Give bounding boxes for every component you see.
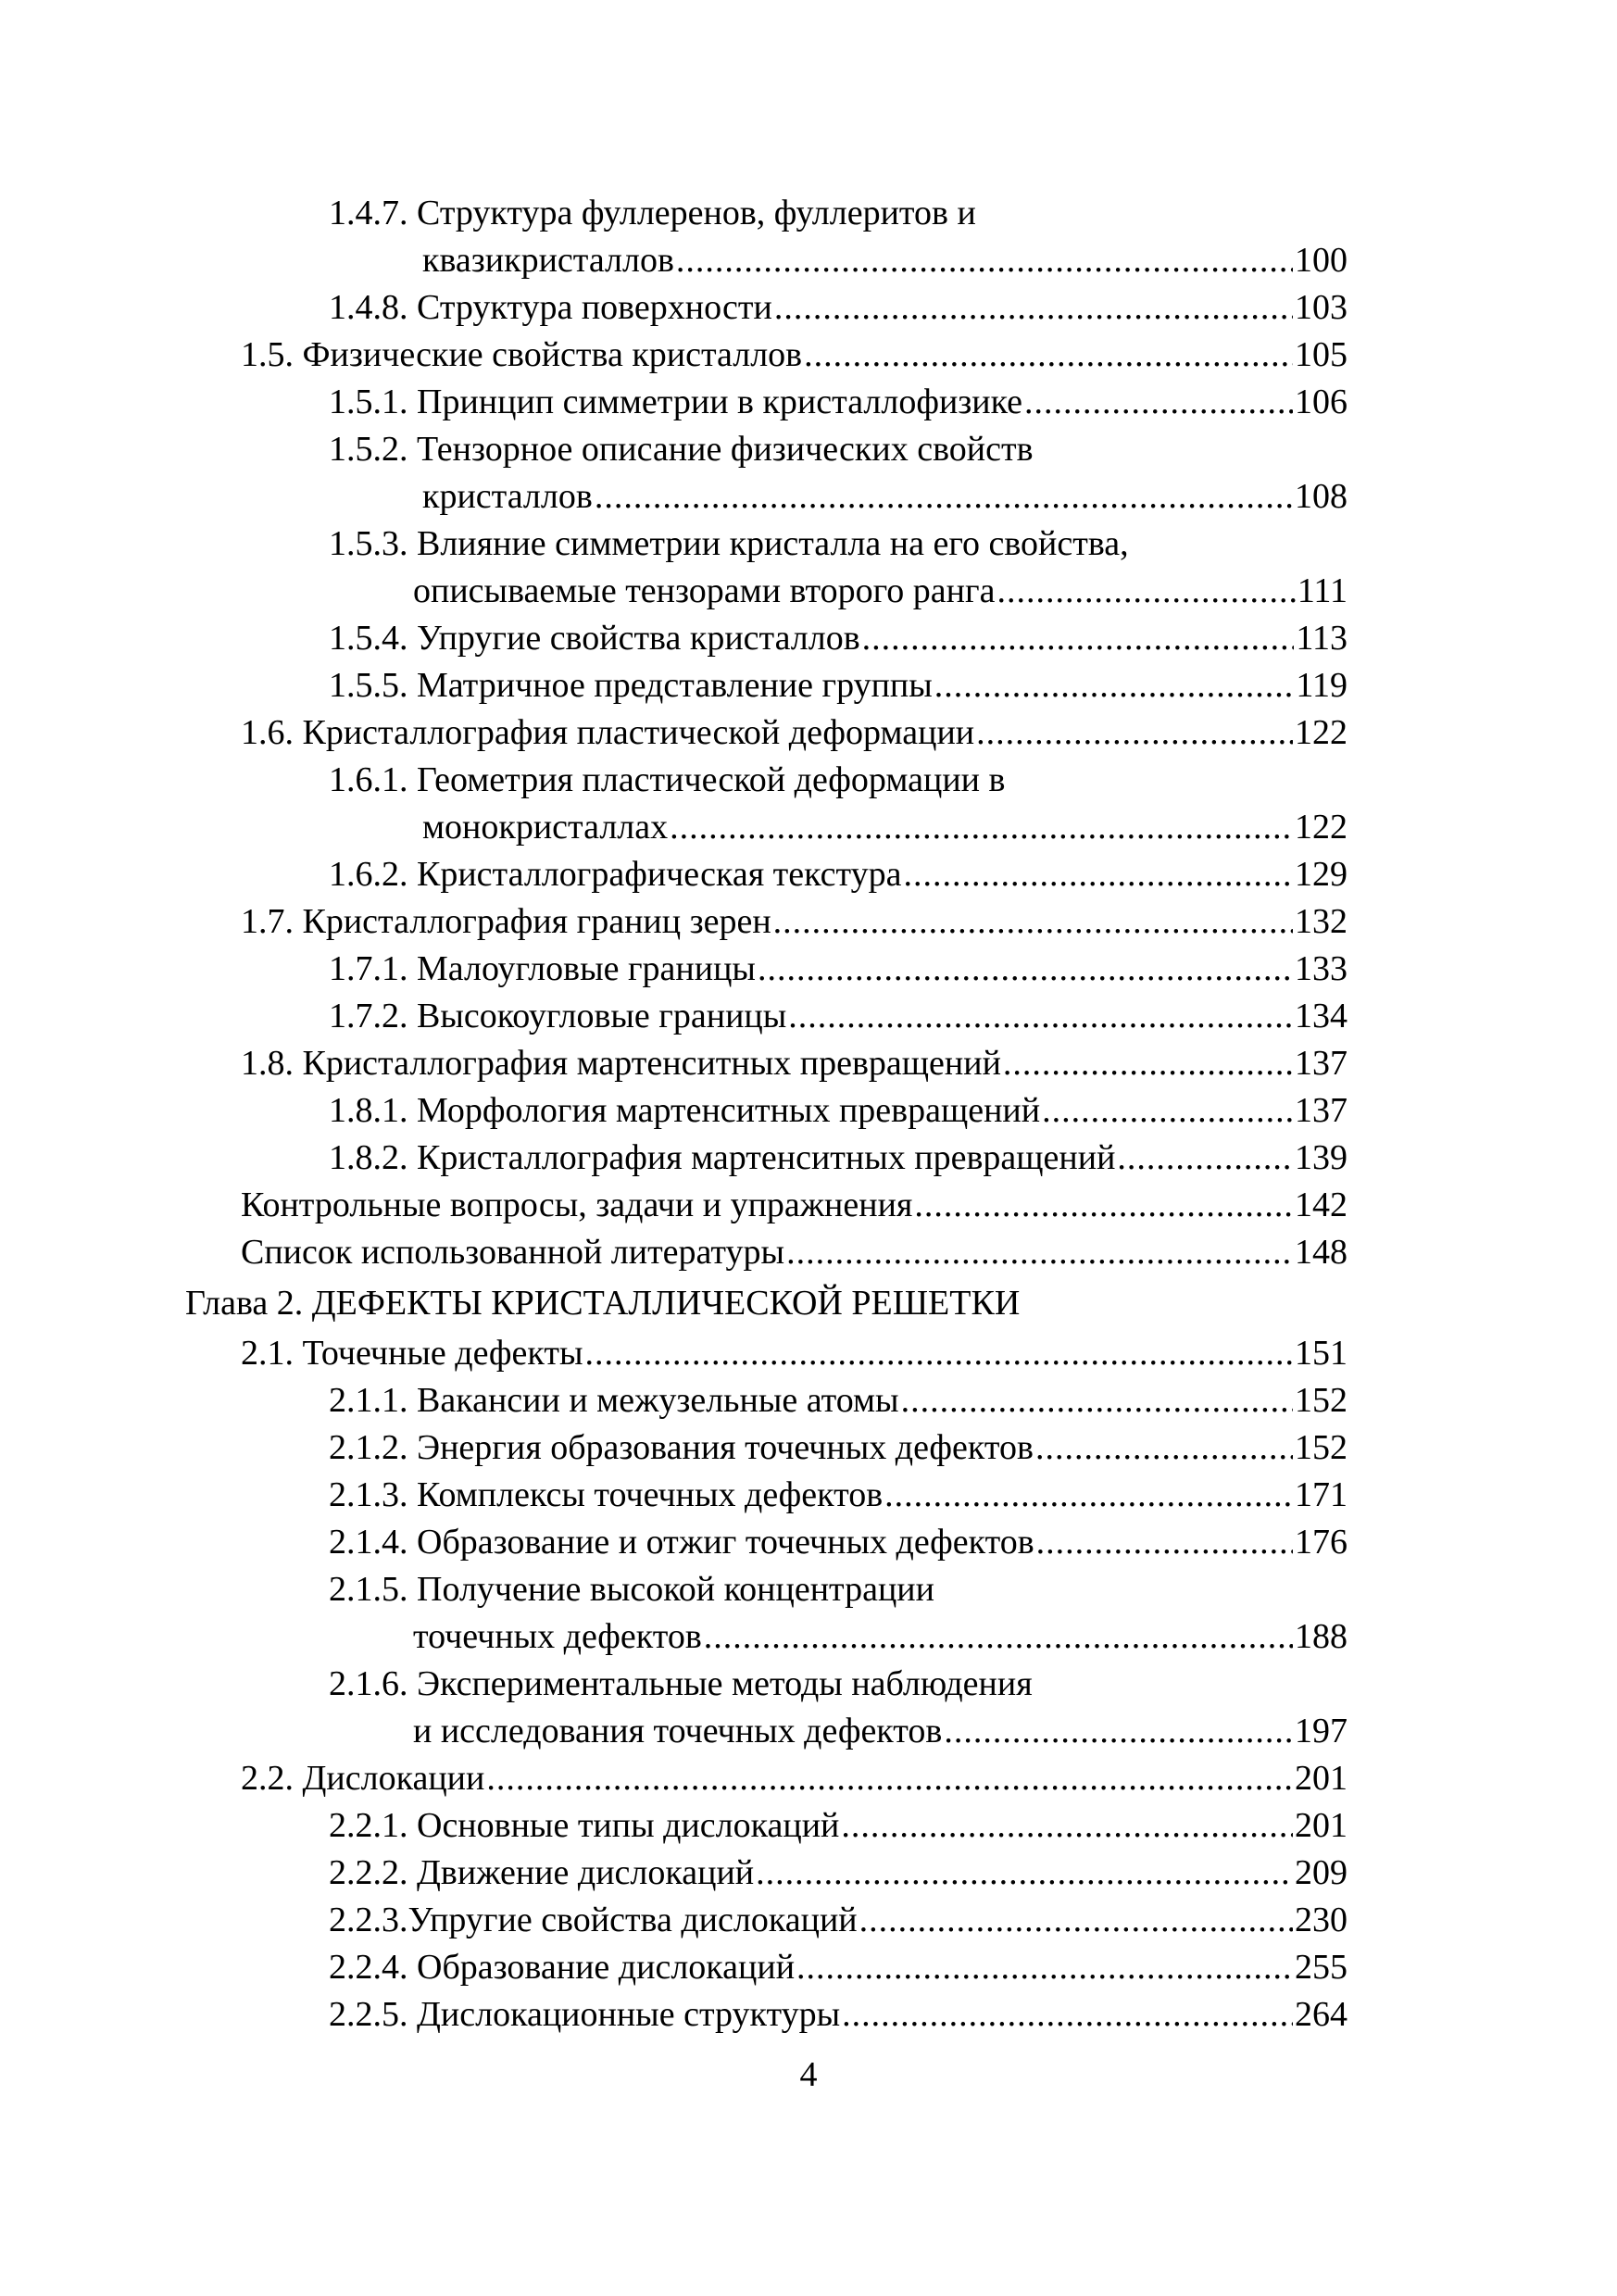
- toc-entry-label: точечных дефектов: [413, 1613, 704, 1661]
- table-of-contents: [185, 190, 1348, 2039]
- toc-entry: [185, 757, 1348, 804]
- toc-entry: [185, 237, 1348, 284]
- toc-entry-label: 1.8.1. Морфология мартенситных превращений: [329, 1087, 1042, 1135]
- dot-leader: [944, 1708, 1293, 1755]
- toc-entry-label: 1.8.2. Кристаллография мартенситных превращений: [329, 1135, 1117, 1182]
- dot-leader: [841, 1802, 1293, 1850]
- dot-leader: [670, 804, 1293, 851]
- toc-entry-page: 151: [1295, 1334, 1348, 1373]
- dot-leader: [934, 662, 1295, 709]
- toc-entry: [185, 1566, 1348, 1613]
- dot-leader: [486, 1755, 1293, 1802]
- toc-entry: [185, 1519, 1348, 1566]
- toc-entry-label: 1.5.4. Упругие свойства кристаллов: [329, 615, 862, 662]
- toc-entry-label: кристаллов: [422, 473, 595, 521]
- toc-entry-label: 2.2. Дислокации: [241, 1755, 486, 1802]
- dot-leader: [704, 1613, 1293, 1661]
- dot-leader: [788, 993, 1293, 1040]
- toc-entry-page: 106: [1295, 383, 1348, 421]
- toc-entry: [185, 662, 1348, 709]
- toc-entry-label: 1.6.2. Кристаллографическая текстура: [329, 851, 904, 898]
- dot-leader: [1024, 379, 1293, 426]
- toc-entry: [185, 332, 1348, 379]
- toc-entry: [185, 1182, 1348, 1229]
- toc-entry-label: 1.7.1. Малоугловые границы: [329, 946, 758, 993]
- toc-entry: [185, 1087, 1348, 1135]
- dot-leader: [756, 1850, 1293, 1897]
- toc-entry: [185, 473, 1348, 521]
- toc-entry-page: 122: [1295, 713, 1348, 752]
- toc-entry-label: 2.1.3. Комплексы точечных дефектов: [329, 1472, 884, 1519]
- dot-leader: [595, 473, 1293, 521]
- toc-entry: [185, 1229, 1348, 1276]
- dot-leader: [804, 332, 1293, 379]
- toc-entry: [185, 284, 1348, 332]
- toc-entry-label: 2.2.2. Движение дислокаций: [329, 1850, 756, 1897]
- dot-leader: [976, 709, 1293, 757]
- toc-entry-page: 105: [1295, 335, 1348, 374]
- toc-entry: [185, 898, 1348, 946]
- toc-entry-label: 2.2.3.Упругие свойства дислокаций: [329, 1897, 859, 1944]
- dot-leader: [914, 1182, 1293, 1229]
- toc-entry: [185, 1850, 1348, 1897]
- toc-entry-page: 148: [1295, 1233, 1348, 1272]
- toc-entry-label: 1.6. Кристаллография пластической деформации: [241, 709, 976, 757]
- toc-entry-page: 209: [1295, 1853, 1348, 1892]
- dot-leader: [774, 284, 1293, 332]
- toc-entry-page: 230: [1295, 1901, 1348, 1939]
- toc-entry: [185, 521, 1348, 568]
- toc-entry-label: квазикристаллов: [422, 237, 676, 284]
- toc-entry-label: описываемые тензорами второго ранга: [413, 568, 997, 615]
- dot-leader: [904, 851, 1293, 898]
- toc-entry-page: 134: [1295, 997, 1348, 1035]
- toc-entry-page: 132: [1295, 902, 1348, 941]
- toc-entry-page: 201: [1295, 1806, 1348, 1845]
- dot-leader: [1036, 1519, 1293, 1566]
- dot-leader: [796, 1944, 1293, 1991]
- toc-entry: [185, 615, 1348, 662]
- dot-leader: [1042, 1087, 1293, 1135]
- toc-entry-label: 2.2.4. Образование дислокаций: [329, 1944, 796, 1991]
- toc-entry-label: 2.1. Точечные дефекты: [241, 1330, 585, 1377]
- toc-entry-page: 111: [1297, 571, 1348, 610]
- toc-entry: [185, 1040, 1348, 1087]
- dot-leader: [773, 898, 1293, 946]
- toc-entry-label: 2.1.6. Экспериментальные методы наблюдения: [329, 1664, 1033, 1703]
- toc-entry-label: 1.4.8. Структура поверхности: [329, 284, 774, 332]
- toc-entry-label: 2.1.2. Энергия образования точечных дефектов: [329, 1424, 1035, 1472]
- toc-entry-page: 119: [1296, 666, 1348, 705]
- toc-entry-page: 264: [1295, 1995, 1348, 2034]
- toc-entry-label: 1.6.1. Геометрия пластической деформации в: [329, 760, 1006, 799]
- toc-entry-page: 152: [1295, 1381, 1348, 1420]
- toc-entry: [185, 568, 1348, 615]
- toc-entry: [185, 426, 1348, 473]
- toc-entry-page: 188: [1295, 1617, 1348, 1656]
- toc-entry: [185, 993, 1348, 1040]
- toc-entry-label: Список использованной литературы: [241, 1229, 786, 1276]
- toc-entry-label: 1.5.1. Принцип симметрии в кристаллофизике: [329, 379, 1024, 426]
- toc-entry-label: 2.1.4. Образование и отжиг точечных дефектов: [329, 1519, 1036, 1566]
- toc-entry-page: 171: [1295, 1475, 1348, 1514]
- toc-chapter-label: Глава 2. ДЕФЕКТЫ КРИСТАЛЛИЧЕСКОЙ РЕШЕТКИ: [185, 1284, 1021, 1323]
- dot-leader: [585, 1330, 1294, 1377]
- dot-leader: [859, 1897, 1293, 1944]
- toc-entry-label: 1.7.2. Высокоугловые границы: [329, 993, 788, 1040]
- dot-leader: [758, 946, 1293, 993]
- toc-entry: [185, 1897, 1348, 1944]
- toc-entry-label: Контрольные вопросы, задачи и упражнения: [241, 1182, 914, 1229]
- toc-entry-label: монокристаллах: [422, 804, 670, 851]
- toc-entry-page: 137: [1295, 1091, 1348, 1130]
- toc-entry: [185, 1472, 1348, 1519]
- dot-leader: [862, 615, 1295, 662]
- toc-entry-page: 133: [1295, 949, 1348, 988]
- toc-chapter-heading: [185, 1276, 1348, 1330]
- toc-entry: [185, 1755, 1348, 1802]
- toc-entry: [185, 709, 1348, 757]
- toc-entry: [185, 1991, 1348, 2039]
- dot-leader: [884, 1472, 1293, 1519]
- toc-entry: [185, 804, 1348, 851]
- toc-entry: [185, 379, 1348, 426]
- toc-entry-label: 1.5. Физические свойства кристаллов: [241, 332, 804, 379]
- toc-entry: [185, 1802, 1348, 1850]
- page-number: 4: [799, 2055, 818, 2094]
- toc-entry-page: 122: [1295, 808, 1348, 847]
- toc-entry: [185, 190, 1348, 237]
- dot-leader: [676, 237, 1293, 284]
- toc-entry-page: 113: [1296, 619, 1348, 658]
- toc-entry-label: 2.2.1. Основные типы дислокаций: [329, 1802, 841, 1850]
- toc-entry-label: и исследования точечных дефектов: [413, 1708, 944, 1755]
- dot-leader: [901, 1377, 1293, 1424]
- toc-entry-label: 2.1.1. Вакансии и межузельные атомы: [329, 1377, 901, 1424]
- toc-entry-page: 100: [1295, 241, 1348, 280]
- toc-entry: [185, 1330, 1348, 1377]
- toc-entry-label: 1.5.5. Матричное представление группы: [329, 662, 934, 709]
- toc-entry-label: 1.5.3. Влияние симметрии кристалла на его свойства,: [329, 524, 1129, 563]
- toc-entry-page: 255: [1295, 1948, 1348, 1987]
- toc-entry-page: 201: [1295, 1759, 1348, 1798]
- toc-entry-page: 142: [1295, 1186, 1348, 1224]
- toc-entry-label: 1.4.7. Структура фуллеренов, фуллеритов и: [329, 194, 976, 232]
- toc-entry: [185, 1135, 1348, 1182]
- toc-entry-page: 108: [1295, 477, 1348, 516]
- toc-entry-page: 137: [1295, 1044, 1348, 1083]
- toc-entry-label: 2.1.5. Получение высокой концентрации: [329, 1570, 934, 1609]
- toc-entry-page: 103: [1295, 288, 1348, 327]
- dot-leader: [842, 1991, 1293, 2039]
- toc-entry-page: 152: [1295, 1428, 1348, 1467]
- toc-entry: [185, 1944, 1348, 1991]
- toc-entry-label: 2.2.5. Дислокационные структуры: [329, 1991, 842, 2039]
- dot-leader: [1003, 1040, 1293, 1087]
- toc-entry-label: 1.7. Кристаллография границ зерен: [241, 898, 773, 946]
- toc-entry-page: 176: [1295, 1523, 1348, 1562]
- toc-entry: [185, 1661, 1348, 1708]
- toc-entry: [185, 946, 1348, 993]
- dot-leader: [1035, 1424, 1293, 1472]
- dot-leader: [997, 568, 1295, 615]
- toc-entry-page: 139: [1295, 1138, 1348, 1177]
- dot-leader: [1117, 1135, 1293, 1182]
- toc-entry: [185, 851, 1348, 898]
- toc-entry: [185, 1708, 1348, 1755]
- toc-entry-page: 129: [1295, 855, 1348, 894]
- toc-entry: [185, 1377, 1348, 1424]
- toc-entry-label: 1.8. Кристаллография мартенситных превращений: [241, 1040, 1003, 1087]
- toc-entry: [185, 1424, 1348, 1472]
- dot-leader: [786, 1229, 1293, 1276]
- toc-entry-label: 1.5.2. Тензорное описание физических свойств: [329, 430, 1034, 469]
- toc-entry: [185, 1613, 1348, 1661]
- toc-entry-page: 197: [1295, 1712, 1348, 1750]
